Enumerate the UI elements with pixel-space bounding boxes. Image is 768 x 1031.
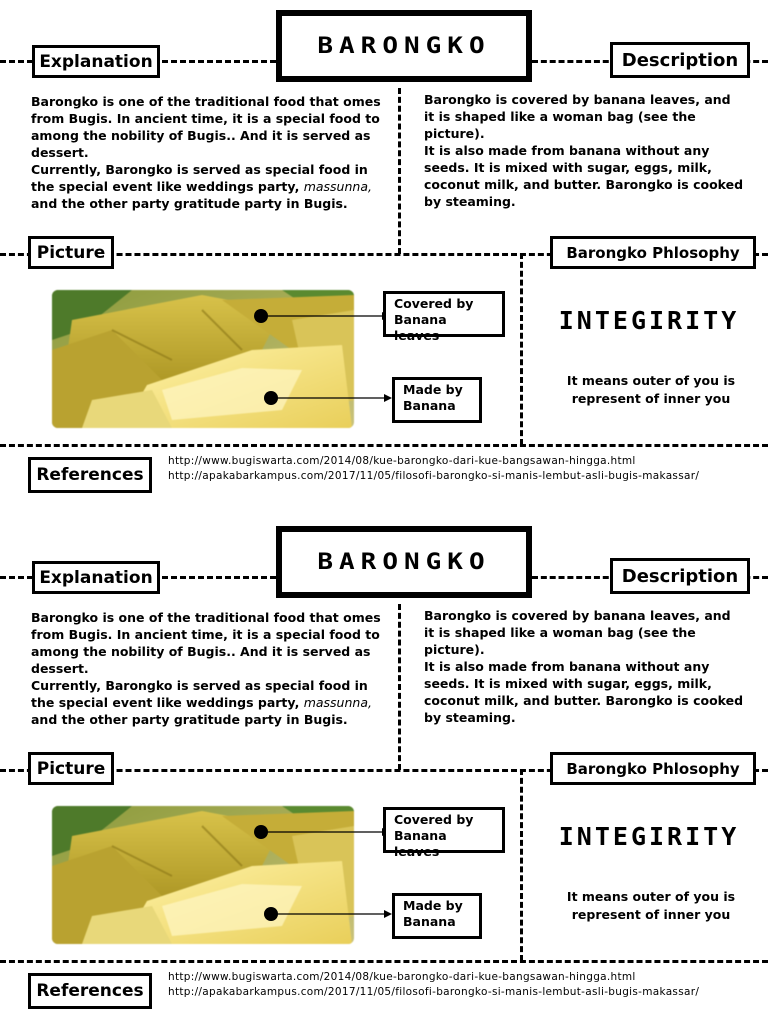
divider-middle-vertical (398, 88, 401, 254)
explanation-paragraph-2-end: and the other party gratitude party in Bugis. (31, 712, 348, 727)
explanation-text (31, 93, 391, 212)
callout-pointers (250, 816, 395, 926)
explanation-paragraph-2-start: Currently, Barongko is served as special food in the special event like weddings party, (31, 162, 368, 194)
references-list (168, 970, 728, 1000)
explanation-italic-term: massunna, (303, 695, 372, 710)
description-paragraph-2: It is also made from banana without any seeds. It is mixed with sugar, eggs, milk, coconut milk, and butter. Barongko is cooked by steaming. (424, 143, 744, 209)
divider-picture-vertical (520, 253, 523, 445)
title-box (276, 526, 532, 598)
references-label: References (28, 457, 152, 493)
explanation-label: Explanation (32, 45, 160, 78)
callout-made-by-banana: Made by Banana (392, 893, 482, 939)
description-text (424, 91, 744, 210)
reference-link-2[interactable]: http://apakabarkampus.com/2017/11/05/filosofi-barongko-si-manis-lembut-asli-bugis-makassar/ (168, 986, 700, 998)
pointer-arrow-banana (384, 910, 392, 918)
page-title: BARONGKO (317, 33, 491, 59)
description-label: Description (610, 42, 750, 78)
explanation-label: Explanation (32, 561, 160, 594)
explanation-paragraph-1: Barongko is one of the traditional food that omes from Bugis. In ancient time, it is a special food to among the nobility of Bugis.. And it is served as dessert. (31, 94, 381, 160)
pointer-arrow-banana (384, 394, 392, 402)
description-paragraph-1: Barongko is covered by banana leaves, and it is shaped like a woman bag (see the picture). (424, 608, 731, 657)
panel-bottom (0, 516, 768, 1024)
callout-pointers (250, 300, 395, 410)
explanation-paragraph-2 (31, 677, 391, 728)
panel-top (0, 0, 768, 515)
explanation-paragraph-2 (31, 161, 391, 212)
philosophy-word: INTEGIRITY (558, 306, 740, 335)
explanation-paragraph-1: Barongko is one of the traditional food that omes from Bugis. In ancient time, it is a special food to among the nobility of Bugis.. And it is served as dessert. (31, 610, 381, 676)
explanation-paragraph-2-start: Currently, Barongko is served as special food in the special event like weddings party, (31, 678, 368, 710)
explanation-italic-term: massunna, (303, 179, 372, 194)
picture-label: Picture (28, 752, 114, 785)
philosophy-label: Barongko Phlosophy (550, 236, 756, 269)
explanation-text (31, 609, 391, 728)
philosophy-label: Barongko Phlosophy (550, 752, 756, 785)
page-title: BARONGKO (317, 549, 491, 575)
reference-link-1[interactable]: http://www.bugiswarta.com/2014/08/kue-barongko-dari-kue-bangsawan-hingga.html (168, 455, 636, 467)
barongko-panel (0, 0, 768, 515)
callout-banana-leaves: Covered by Banana leaves (383, 291, 505, 337)
divider-references (0, 444, 768, 447)
description-label: Description (610, 558, 750, 594)
description-paragraph-2: It is also made from banana without any seeds. It is mixed with sugar, eggs, milk, coconut milk, and butter. Barongko is cooked by steaming. (424, 659, 744, 725)
title-box (276, 10, 532, 82)
callout-banana-leaves: Covered by Banana leaves (383, 807, 505, 853)
philosophy-meaning: It means outer of you is represent of inner you (566, 373, 736, 406)
reference-link-1[interactable]: http://www.bugiswarta.com/2014/08/kue-barongko-dari-kue-bangsawan-hingga.html (168, 971, 636, 983)
reference-link-2[interactable]: http://apakabarkampus.com/2017/11/05/filosofi-barongko-si-manis-lembut-asli-bugis-makassar/ (168, 470, 700, 482)
references-label: References (28, 973, 152, 1009)
divider-middle-vertical (398, 604, 401, 770)
philosophy-word: INTEGIRITY (558, 822, 740, 851)
callout-made-by-banana: Made by Banana (392, 377, 482, 423)
explanation-paragraph-2-end: and the other party gratitude party in Bugis. (31, 196, 348, 211)
philosophy-meaning: It means outer of you is represent of inner you (566, 889, 736, 922)
barongko-panel (0, 516, 768, 1031)
divider-references (0, 960, 768, 963)
description-text (424, 607, 744, 726)
references-list (168, 454, 728, 484)
picture-label: Picture (28, 236, 114, 269)
description-paragraph-1: Barongko is covered by banana leaves, and it is shaped like a woman bag (see the picture). (424, 92, 731, 141)
divider-picture-vertical (520, 769, 523, 961)
